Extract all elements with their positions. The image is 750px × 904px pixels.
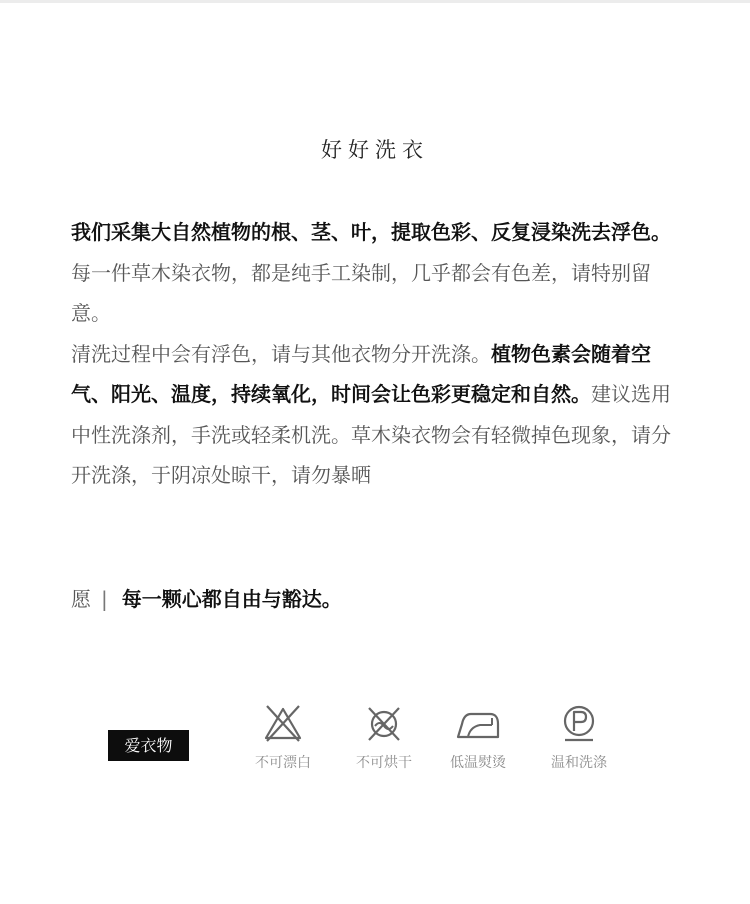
- no-tumble-dry-icon: [362, 704, 406, 742]
- care-text-no-tumble-dry: 不可烘干: [356, 755, 412, 771]
- motto-separator: |: [101, 587, 108, 611]
- care-item-no-bleach: [241, 704, 325, 772]
- care-label: 爱衣物: [108, 730, 189, 761]
- care-item-no-tumble-dry: [342, 704, 426, 772]
- low-temp-iron-icon: [454, 704, 502, 742]
- care-text-no-bleach: 不可漂白: [255, 755, 311, 771]
- care-item-gentle-wash: [537, 704, 621, 772]
- paragraph-dyeing-bold: 我们采集大自然植物的根、茎、叶，提取色彩、反复浸染洗去浮色。: [71, 220, 671, 244]
- care-text-gentle-wash: 温和洗涤: [551, 755, 607, 771]
- paragraph-dyeing: [71, 212, 687, 334]
- paragraph-dyeing-normal: 每一件草木染衣物，都是纯手工染制，几乎都会有色差，请特别留意。: [71, 260, 651, 325]
- page-title: 好好洗衣: [321, 138, 429, 162]
- care-item-low-temp-iron: [436, 704, 520, 772]
- professional-wash-p-icon: [557, 704, 601, 742]
- top-divider: [0, 0, 750, 3]
- motto: [71, 583, 342, 615]
- no-bleach-icon: [261, 704, 305, 742]
- motto-prefix: 愿: [71, 587, 91, 611]
- paragraph-washing-normal-b: 建议选用中性洗涤剂，手洗或轻柔机洗。草木染衣物会有轻微掉色现象，请分开洗涤，于阴凉处晾干，请勿暴晒: [71, 382, 671, 487]
- paragraph-washing-normal-a: 清洗过程中会有浮色，请与其他衣物分开洗涤。: [71, 341, 491, 366]
- paragraph-washing: [71, 334, 687, 496]
- motto-text: 每一颗心都自由与豁达。: [121, 587, 342, 611]
- care-text-low-temp-iron: 低温熨烫: [450, 755, 506, 771]
- paragraph-washing-bold: 植物色素会随着空气、阳光、温度，持续氧化，时间会让色彩更稳定和自然。: [71, 341, 651, 406]
- care-description: [71, 212, 687, 496]
